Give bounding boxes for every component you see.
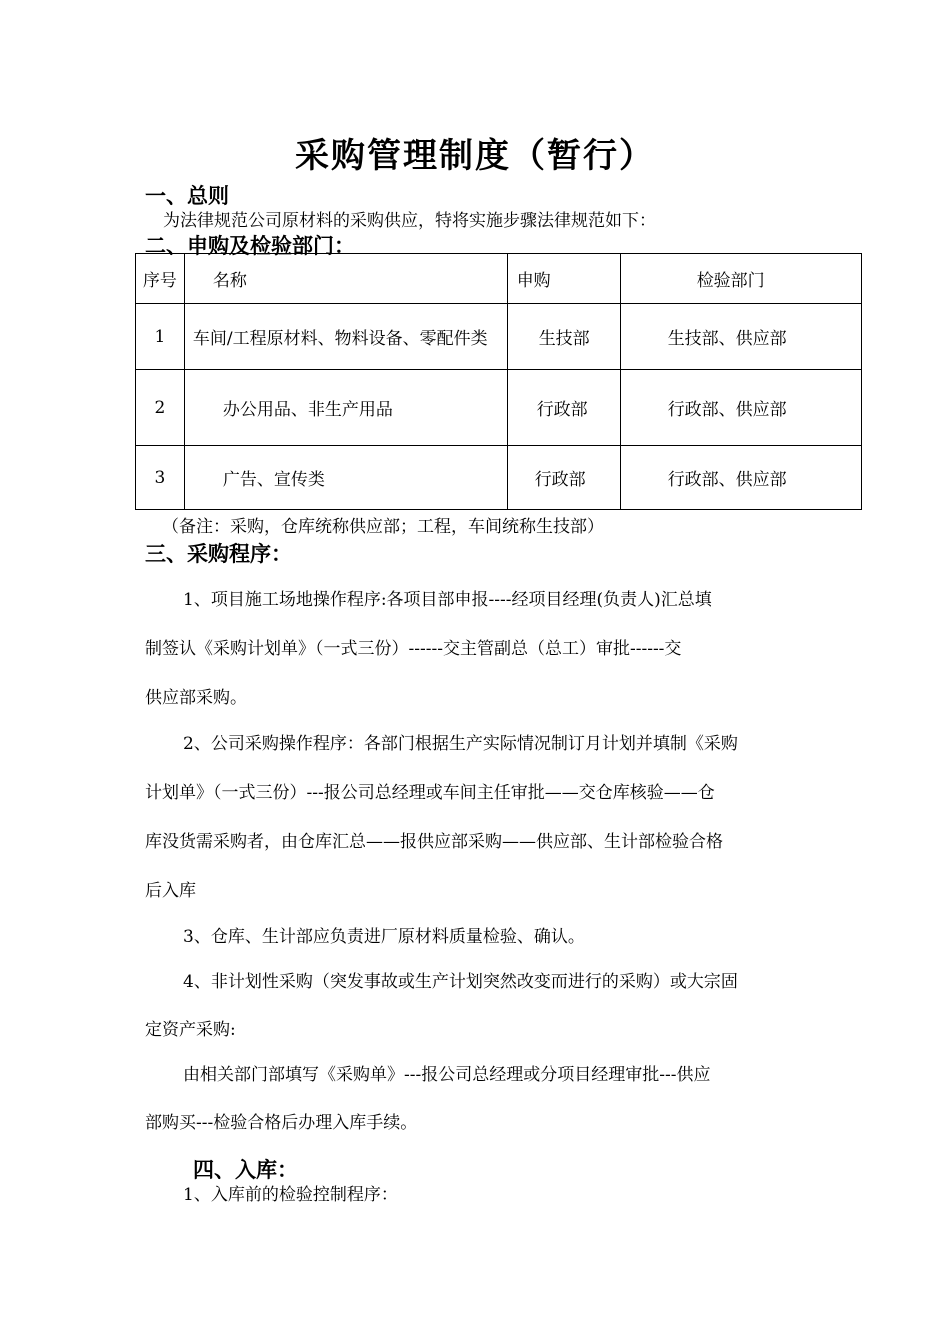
row-1-name: 车间/工程原材料、物料设备、零配件类	[184, 304, 507, 370]
procedure-line: 4、非计划性采购（突发事故或生产计划突然改变而进行的采购）或大宗固	[183, 972, 738, 992]
table-note: （备注：采购，仓库统称供应部；工程，车间统称生技部）	[162, 517, 604, 537]
row-1-request: 生技部	[507, 304, 620, 370]
row-3-name: 广告、宣传类	[184, 446, 507, 510]
row-3-seq: 3	[136, 446, 185, 510]
row-3-inspection: 行政部、供应部	[620, 446, 861, 510]
section-2-heading: 二、申购及检验部门：	[145, 234, 355, 258]
procedure-line: 供应部采购。	[145, 688, 247, 708]
row-1-seq: 1	[136, 304, 185, 370]
section-3-heading: 三、采购程序：	[145, 542, 292, 566]
header-inspection-dept: 检验部门	[620, 254, 861, 304]
procedure-line: 后入库	[145, 881, 196, 901]
procedure-line: 制签认《采购计划单》（一式三份）------交主管副总（总工）审批------交	[145, 639, 682, 659]
row-1-inspection: 生技部、供应部	[620, 304, 861, 370]
row-2-name: 办公用品、非生产用品	[184, 370, 507, 446]
table-row	[136, 370, 862, 446]
row-2-inspection: 行政部、供应部	[620, 370, 861, 446]
header-name: 名称	[184, 254, 507, 304]
procedure-line: 2、公司采购操作程序：各部门根据生产实际情况制订月计划并填制《采购	[183, 734, 738, 754]
department-table	[135, 253, 862, 510]
row-2-seq: 2	[136, 370, 185, 446]
section-4-heading: 四、入库：	[193, 1158, 298, 1182]
procedure-line: 3、仓库、生计部应负责进厂原材料质量检验、确认。	[183, 927, 585, 947]
row-2-request: 行政部	[507, 370, 620, 446]
section-1-text: 为法律规范公司原材料的采购供应，特将实施步骤法律规范如下：	[163, 211, 656, 231]
procedure-line: 由相关部门部填写《采购单》---报公司总经理或分项目经理审批---供应	[183, 1065, 711, 1085]
table-row	[136, 304, 862, 370]
procedure-line: 库没货需采购者，由仓库汇总——报供应部采购——供应部、生计部检验合格	[145, 832, 723, 852]
table-header-row	[136, 254, 862, 304]
row-3-request: 行政部	[507, 446, 620, 510]
section-4-text: 1、入库前的检验控制程序：	[183, 1185, 398, 1205]
table-row	[136, 446, 862, 510]
document-title: 采购管理制度（暂行）	[295, 136, 655, 176]
procedure-line: 定资产采购:	[145, 1020, 236, 1040]
section-1-heading: 一、总则	[145, 184, 229, 208]
header-request: 申购	[507, 254, 620, 304]
procedure-line: 1、项目施工场地操作程序:各项目部申报----经项目经理(负责人)汇总填	[183, 590, 712, 610]
procedure-line: 计划单》（一式三份）---报公司总经理或车间主任审批——交仓库核验——仓	[145, 783, 715, 803]
header-seq: 序号	[136, 254, 185, 304]
procedure-line: 部购买---检验合格后办理入库手续。	[145, 1113, 418, 1133]
